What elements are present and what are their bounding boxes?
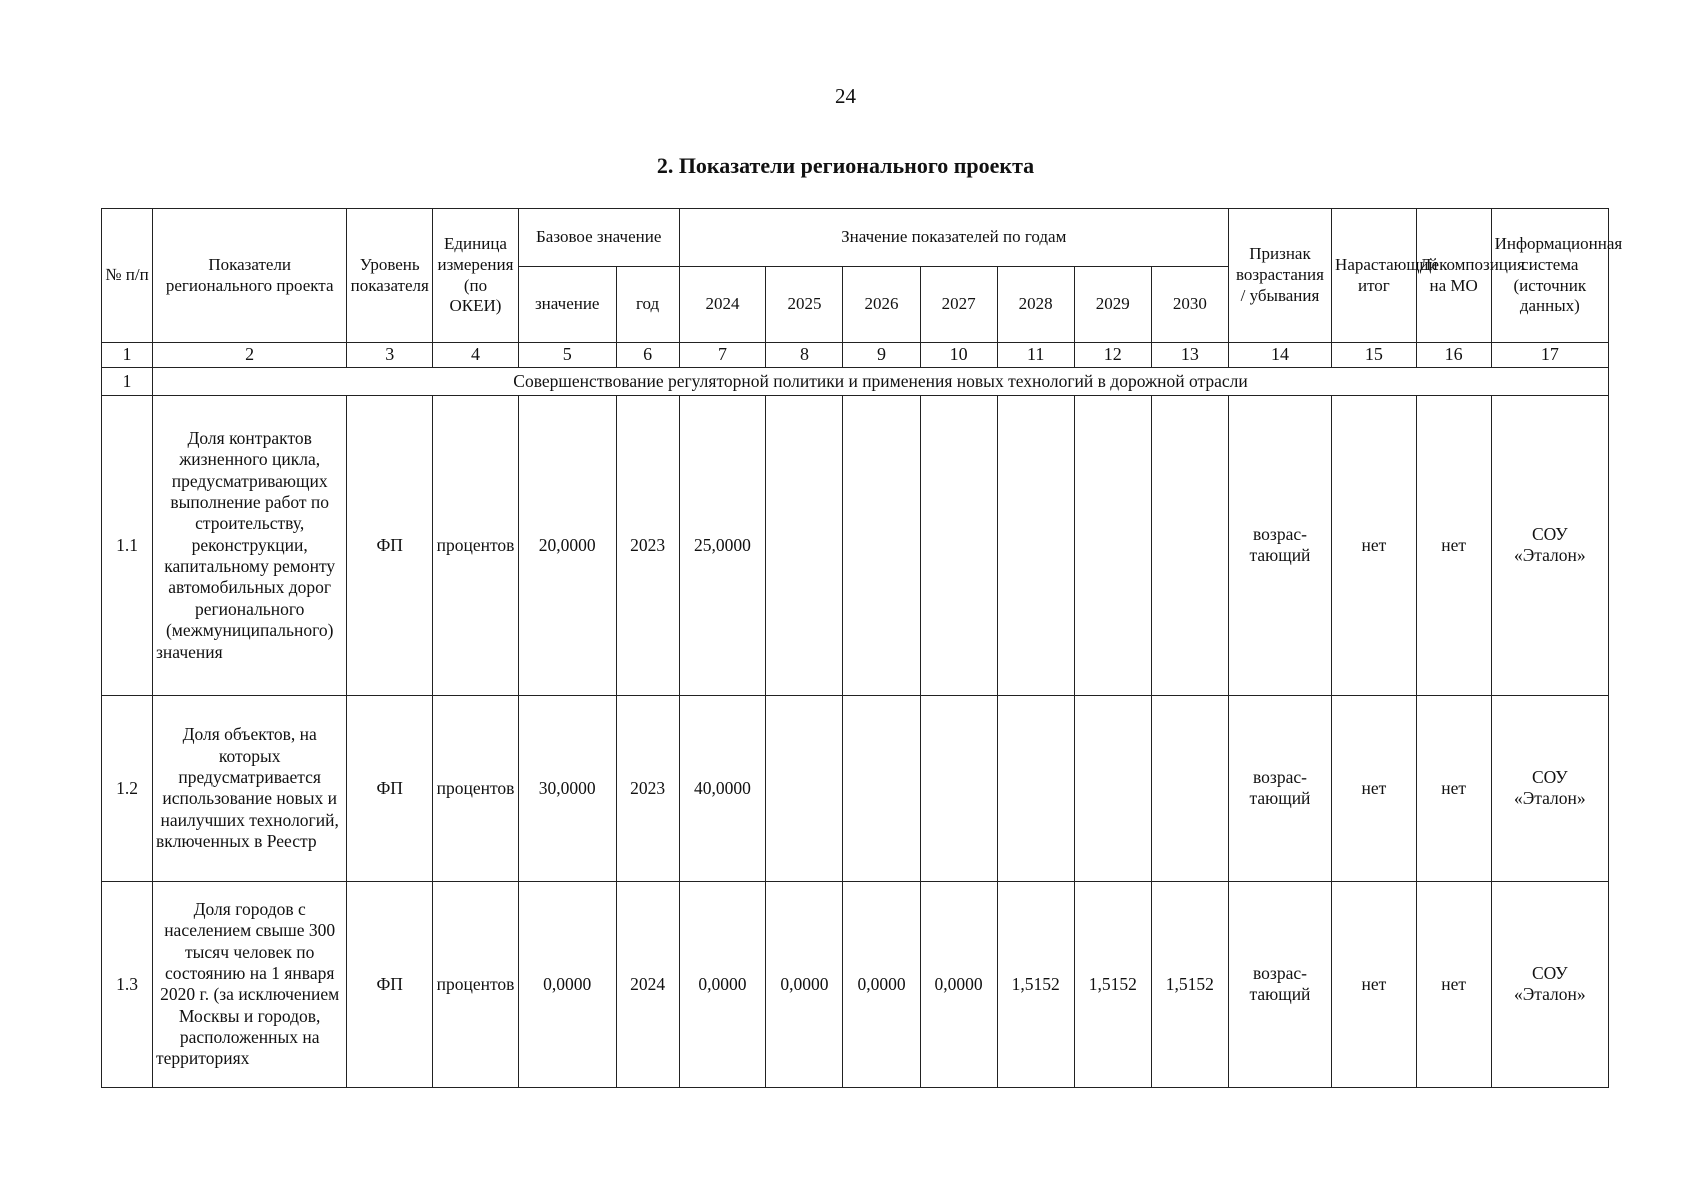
indicator-level: ФП	[347, 395, 433, 695]
cumulative: нет	[1332, 395, 1417, 695]
year-value	[920, 395, 997, 695]
row-num: 1.1	[102, 395, 153, 695]
year-value	[1151, 695, 1228, 881]
year-value	[997, 395, 1074, 695]
header-year: 2028	[997, 267, 1074, 343]
header-level: Уровень показателя	[347, 209, 433, 343]
header-indicator: Показатели регионального проекта	[153, 209, 347, 343]
row-num: 1.2	[102, 695, 153, 881]
column-number: 3	[347, 343, 433, 368]
header-trend: Признак возрастания / убывания	[1228, 209, 1331, 343]
year-value: 1,5152	[997, 881, 1074, 1087]
column-number: 5	[518, 343, 616, 368]
indicator-level: ФП	[347, 881, 433, 1087]
header-year: 2024	[679, 267, 766, 343]
column-number: 17	[1491, 343, 1608, 368]
decomposition: нет	[1416, 395, 1491, 695]
indicator-name: Доля городов с населением свыше 300 тысяч человек по состоянию на 1 января 2020 г. (за исключением Москвы и городов, расположенных на территориях	[153, 881, 347, 1087]
header-year: 2027	[920, 267, 997, 343]
info-system: СОУ «Эталон»	[1491, 395, 1608, 695]
page-number: 24	[835, 84, 856, 108]
section-title: 2. Показатели регионального проекта	[656, 153, 1035, 178]
year-value	[766, 395, 843, 695]
trend: возрас-тающий	[1228, 881, 1331, 1087]
indicator-name: Доля контрактов жизненного цикла, предусматривающих выполнение работ по строительству, реконструкции, капитальному ремонту автомобильных дорог регионального (межмуниципального) значения	[153, 395, 347, 695]
header-years-group: Значение показателей по годам	[679, 209, 1228, 267]
table-row	[102, 881, 1609, 1087]
column-number: 14	[1228, 343, 1331, 368]
base-year: 2023	[616, 395, 679, 695]
column-number: 15	[1332, 343, 1417, 368]
header-decomposition: Декомпозиция на МО	[1416, 209, 1491, 343]
year-value	[920, 695, 997, 881]
header-cumulative: Нарастающий итог	[1332, 209, 1417, 343]
year-value	[1074, 395, 1151, 695]
column-number: 6	[616, 343, 679, 368]
base-year: 2023	[616, 695, 679, 881]
header-num: № п/п	[102, 209, 153, 343]
header-base: Базовое значение	[518, 209, 679, 267]
year-value: 40,0000	[679, 695, 766, 881]
column-number: 11	[997, 343, 1074, 368]
indicator-level: ФП	[347, 695, 433, 881]
indicator-unit: процентов	[433, 395, 519, 695]
indicator-unit: процентов	[433, 695, 519, 881]
year-value	[843, 395, 920, 695]
year-value: 0,0000	[679, 881, 766, 1087]
column-number: 7	[679, 343, 766, 368]
decomposition: нет	[1416, 695, 1491, 881]
header-year: 2025	[766, 267, 843, 343]
info-system: СОУ «Эталон»	[1491, 881, 1608, 1087]
column-number: 1	[102, 343, 153, 368]
column-number: 10	[920, 343, 997, 368]
decomposition: нет	[1416, 881, 1491, 1087]
indicator-name: Доля объектов, на которых предусматривается использование новых и наилучших технологий, включенных в Реестр	[153, 695, 347, 881]
year-value	[1074, 695, 1151, 881]
year-value	[997, 695, 1074, 881]
header-year: 2029	[1074, 267, 1151, 343]
indicators-table	[101, 208, 1623, 1088]
table-row	[102, 395, 1609, 695]
trend: возрас-тающий	[1228, 395, 1331, 695]
column-number: 13	[1151, 343, 1228, 368]
base-year: 2024	[616, 881, 679, 1087]
year-value: 0,0000	[843, 881, 920, 1087]
year-value	[843, 695, 920, 881]
header-base-year: год	[616, 267, 679, 343]
year-value: 1,5152	[1074, 881, 1151, 1087]
indicator-unit: процентов	[433, 881, 519, 1087]
year-value	[766, 695, 843, 881]
header-year: 2026	[843, 267, 920, 343]
info-system: СОУ «Эталон»	[1491, 695, 1608, 881]
row-num: 1.3	[102, 881, 153, 1087]
column-number: 9	[843, 343, 920, 368]
year-value: 1,5152	[1151, 881, 1228, 1087]
section-num: 1	[102, 367, 153, 395]
column-number: 4	[433, 343, 519, 368]
trend: возрас-тающий	[1228, 695, 1331, 881]
base-value: 0,0000	[518, 881, 616, 1087]
table-row	[102, 695, 1609, 881]
cumulative: нет	[1332, 881, 1417, 1087]
base-value: 20,0000	[518, 395, 616, 695]
column-number: 2	[153, 343, 347, 368]
base-value: 30,0000	[518, 695, 616, 881]
section-row-title: Совершенствование регуляторной политики и применения новых технологий в дорожной отрасли	[153, 367, 1609, 395]
year-value	[1151, 395, 1228, 695]
column-number: 8	[766, 343, 843, 368]
year-value: 0,0000	[766, 881, 843, 1087]
year-value: 0,0000	[920, 881, 997, 1087]
header-unit: Единица измерения (по ОКЕИ)	[433, 209, 519, 343]
column-number: 16	[1416, 343, 1491, 368]
year-value: 25,0000	[679, 395, 766, 695]
header-base-value: значение	[518, 267, 616, 343]
header-info-system: Информационная система (источник данных)	[1491, 209, 1608, 343]
header-year: 2030	[1151, 267, 1228, 343]
column-number: 12	[1074, 343, 1151, 368]
cumulative: нет	[1332, 695, 1417, 881]
